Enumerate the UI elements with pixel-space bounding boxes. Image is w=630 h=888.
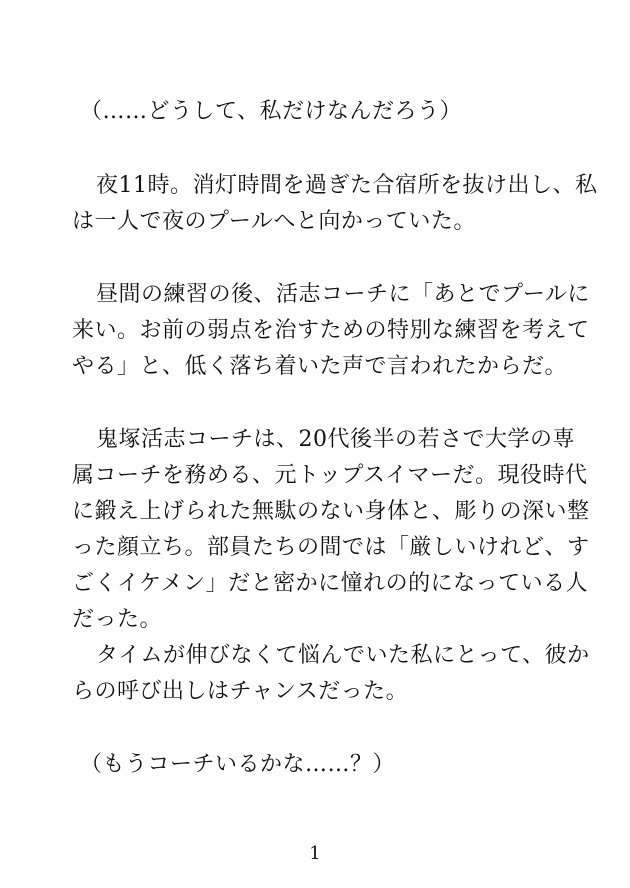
page-number: 1 [309, 843, 321, 864]
text-line: ごくイケメン」だと密かに憧れの的になっている人 [72, 571, 589, 596]
text-line: 属コーチを務める、元トップスイマーだ。現役時代 [72, 463, 588, 488]
text-line: 夜11時。消灯時間を過ぎた合宿所を抜け出し、私 [96, 173, 598, 198]
text-line: （もうコーチいるかな……？） [80, 752, 396, 777]
text-line: は一人で夜のプールへと向かっていた。 [72, 209, 476, 234]
text-line: タイムが伸びなくて悩んでいた私にとって、彼か [96, 643, 590, 668]
text-line: （……どうして、私だけなんだろう） [80, 99, 463, 124]
text-line: った顔立ち。部員たちの間では「厳しいけれど、す [72, 535, 590, 560]
text-line: に鍛え上げられた無駄のない身体と、彫りの深い整 [72, 499, 590, 524]
text-line: 来い。お前の弱点を治すための特別な練習を考えて [72, 318, 590, 343]
text-line: やる」と、低く落ち着いた声で言われたからだ。 [72, 354, 568, 379]
text-line: らの呼び出しはチャンスだった。 [72, 679, 409, 704]
text-line: だった。 [72, 607, 163, 632]
text-line: 鬼塚活志コーチは、20代後半の若さで大学の専 [96, 427, 575, 452]
text-line: 昼間の練習の後、活志コーチに「あとでプールに [96, 282, 590, 307]
